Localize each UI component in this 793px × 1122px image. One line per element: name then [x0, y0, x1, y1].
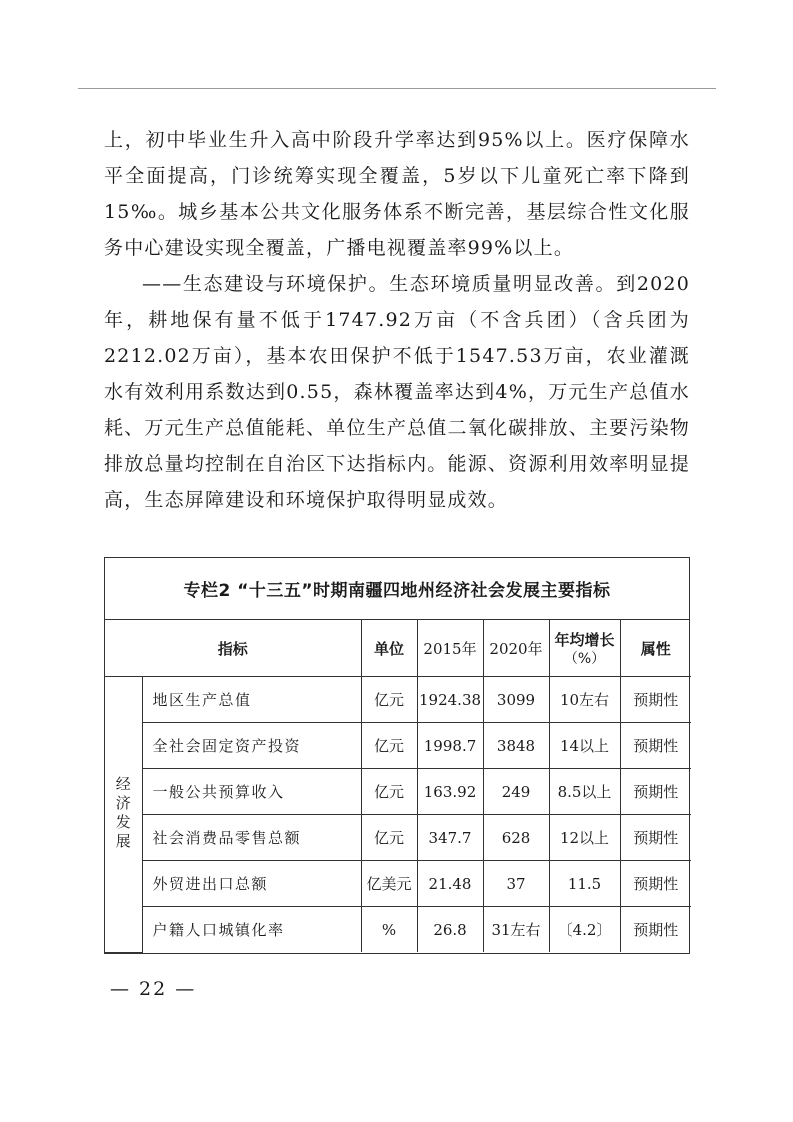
row-unit: 亿美元 — [361, 861, 417, 907]
row-name: 一般公共预算收入 — [142, 769, 361, 815]
row-unit: 亿元 — [361, 723, 417, 769]
group-label: 经济发展 — [105, 677, 142, 953]
row-name: 户籍人口城镇化率 — [142, 907, 361, 953]
row-2015: 21.48 — [417, 861, 483, 907]
row-2020: 3099 — [483, 677, 549, 723]
row-2020: 37 — [483, 861, 549, 907]
header-unit: 单位 — [361, 620, 417, 677]
row-2015: 163.92 — [417, 769, 483, 815]
header-growth-label: 年均增长 — [554, 630, 615, 649]
table-row — [105, 723, 691, 769]
row-name: 地区生产总值 — [142, 677, 361, 723]
row-growth: 11.5 — [549, 861, 620, 907]
row-name: 外贸进出口总额 — [142, 861, 361, 907]
row-2015: 1924.38 — [417, 677, 483, 723]
table-header-row — [105, 620, 691, 677]
indicator-panel — [104, 557, 690, 954]
row-growth: 12以上 — [549, 815, 620, 861]
row-attribute: 预期性 — [620, 677, 691, 723]
indicator-table — [105, 620, 691, 953]
row-2020: 3848 — [483, 723, 549, 769]
header-attribute: 属性 — [620, 620, 691, 677]
header-growth-unit: （%） — [563, 650, 606, 667]
table-row — [105, 815, 691, 861]
row-unit: % — [361, 907, 417, 953]
row-growth: 14以上 — [549, 723, 620, 769]
page-number: — 22 — — [110, 978, 197, 1000]
header-2020: 2020年 — [483, 620, 549, 677]
paragraph-2: ——生态建设与环境保护。生态环境质量明显改善。到2020年，耕地保有量不低于1747.92万亩（不含兵团）（含兵团为2212.02万亩），基本农田保护不低于1547.53万亩，农业灌溉水有效利用系数达到0.55，森林覆盖率达到4%，万元生产总值水耗、万元生产总值能耗、单位生产总值二氧化碳排放、主要污染物排放总量均控制在自治区下达指标内。能源、资源利用效率明显提高，生态屏障建设和环境保护取得明显成效。 — [104, 273, 690, 511]
row-growth: 〔4.2〕 — [549, 907, 620, 953]
row-2015: 347.7 — [417, 815, 483, 861]
panel-title: 专栏2 “十三五”时期南疆四地州经济社会发展主要指标 — [105, 558, 689, 620]
row-growth: 10左右 — [549, 677, 620, 723]
header-rule — [78, 88, 716, 89]
row-unit: 亿元 — [361, 769, 417, 815]
row-2015: 26.8 — [417, 907, 483, 953]
table-row — [105, 861, 691, 907]
table-row — [105, 769, 691, 815]
row-attribute: 预期性 — [620, 907, 691, 953]
table-row — [105, 677, 691, 723]
row-unit: 亿元 — [361, 677, 417, 723]
row-unit: 亿元 — [361, 815, 417, 861]
header-2015: 2015年 — [417, 620, 483, 677]
header-growth — [549, 620, 620, 677]
header-indicator: 指标 — [105, 620, 361, 677]
row-2015: 1998.7 — [417, 723, 483, 769]
paragraph-1: 上，初中毕业生升入高中阶段升学率达到95%以上。医疗保障水平全面提高，门诊统筹实现全覆盖，5岁以下儿童死亡率下降到15‰。城乡基本公共文化服务体系不断完善，基层综合性文化服务中心建设实现全覆盖，广播电视覆盖率99%以上。 — [104, 129, 690, 259]
row-2020: 31左右 — [483, 907, 549, 953]
row-name: 社会消费品零售总额 — [142, 815, 361, 861]
table-row — [105, 907, 691, 953]
row-name: 全社会固定资产投资 — [142, 723, 361, 769]
row-attribute: 预期性 — [620, 769, 691, 815]
row-2020: 628 — [483, 815, 549, 861]
row-attribute: 预期性 — [620, 861, 691, 907]
row-attribute: 预期性 — [620, 815, 691, 861]
row-2020: 249 — [483, 769, 549, 815]
row-growth: 8.5以上 — [549, 769, 620, 815]
body-text — [104, 122, 690, 518]
row-attribute: 预期性 — [620, 723, 691, 769]
